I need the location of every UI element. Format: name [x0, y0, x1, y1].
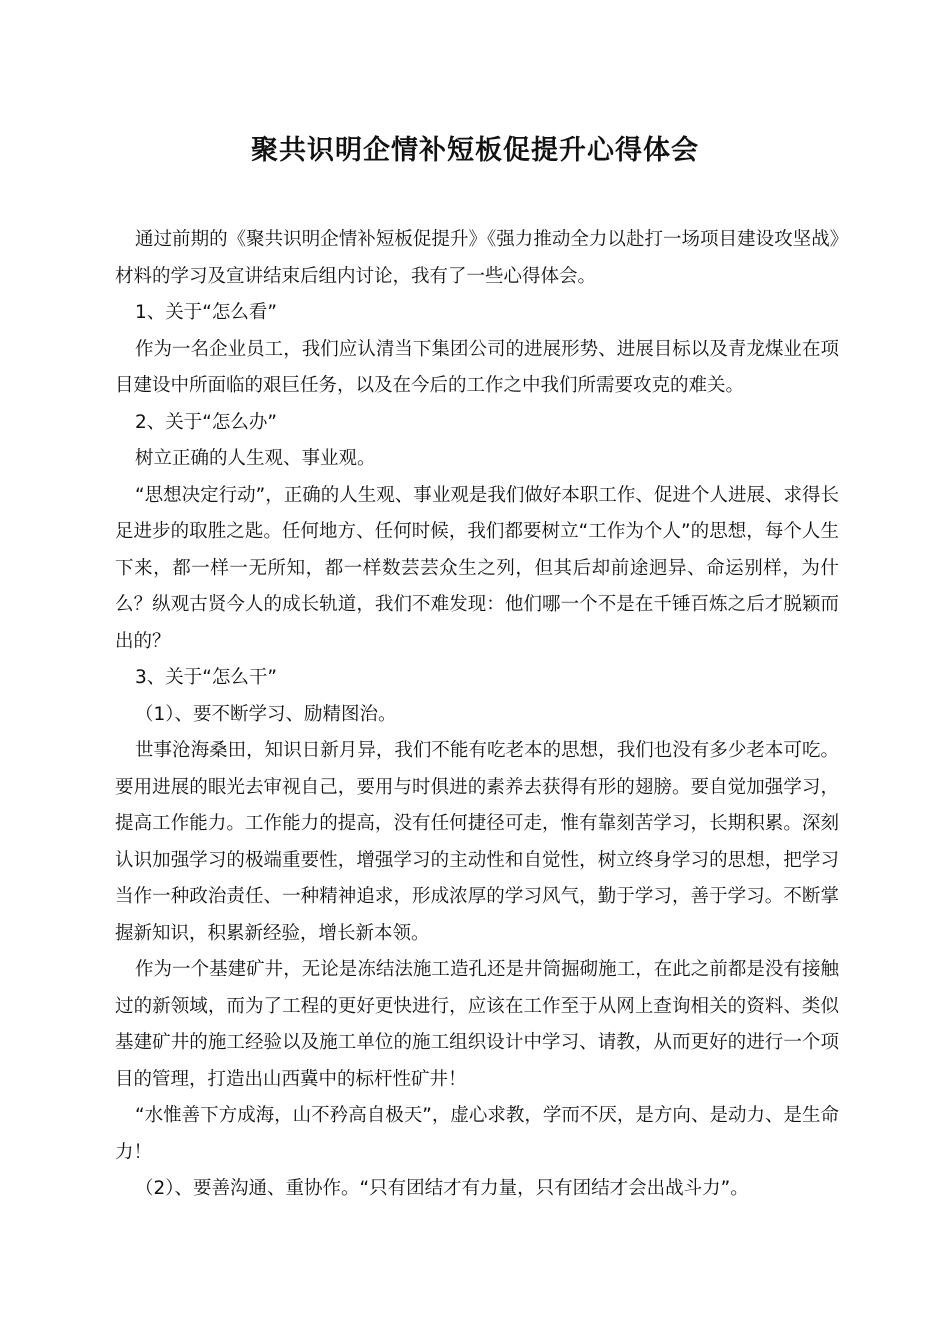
document-title: 聚共识明企情补短板促提升心得体会	[251, 135, 699, 166]
paragraph: “思想决定行动”，正确的人生观、事业观是我们做好本职工作、促进个人进展、求得长足进步的取胜之匙。任何地方、任何时候，我们都要树立“工作为个人”的思想，每个人生下来，都一样一无所知，都一样数芸芸众生之列，但其后却前途迥异、命运别样，为什么？纵观古贤今人的成长轨道，我们不难发现：他们哪一个不是在千锤百炼之后才脱颖而出的？	[115, 484, 839, 652]
section-heading-what-to-do: 2、关于“怎么办”	[135, 411, 277, 433]
paragraph: 作为一名企业员工，我们应认清当下集团公司的进展形势、进展目标以及青龙煤业在项目建设中所面临的艰巨任务，以及在今后的工作之中我们所需要攻克的难关。	[115, 338, 839, 396]
document-body	[115, 222, 839, 1208]
paragraph: 树立正确的人生观、事业观。	[135, 448, 376, 469]
section-heading-how-to-see: 1、关于“怎么看”	[135, 302, 277, 323]
section-heading-how-to-act: 3、关于“怎么干”	[135, 667, 277, 688]
paragraph-intro: 通过前期的《聚共识明企情补短板促提升》《强力推动全力以赴打一场项目建设攻坚战》材料的学习及宣讲结束后组内讨论，我有了一些心得体会。	[115, 229, 839, 287]
paragraph-quote: “水惟善下方成海，山不矜高自极天”，虚心求教，学而不厌，是方向、是动力、是生命力！	[115, 1105, 839, 1163]
paragraph: 世事沧海桑田，知识日新月异，我们不能有吃老本的思想，我们也没有多少老本可吃。要用进展的眼光去审视自己，要用与时俱进的素养去获得有形的翅膀。要自觉加强学习，提高工作能力。工作能力的提高，没有任何捷径可走，惟有靠刻苦学习，长期积累。深刻认识加强学习的极端重要性，增强学习的主动性和自觉性，树立终身学习的思想，把学习当作一种政治责任、一种精神追求，形成浓厚的学习风气，勤于学习，善于学习。不断掌握新知识，积累新经验，增长新本领。	[115, 740, 839, 944]
paragraph: 作为一个基建矿井，无论是冻结法施工造孔还是井筒掘砌施工，在此之前都是没有接触过的新领域，而为了工程的更好更快进行，应该在工作至于从网上查询相关的资料、类似基建矿井的施工经验以及施工单位的施工组织设计中学习、请教，从而更好的进行一个项目的管理，打造出山西冀中的标杆性矿井！	[115, 959, 839, 1090]
subsection-heading: （1）、要不断学习、励精图治。	[135, 703, 397, 725]
subsection-heading: （2）、要善沟通、重协作。“只有团结才有力量，只有团结才会出战斗力”。	[135, 1178, 749, 1199]
